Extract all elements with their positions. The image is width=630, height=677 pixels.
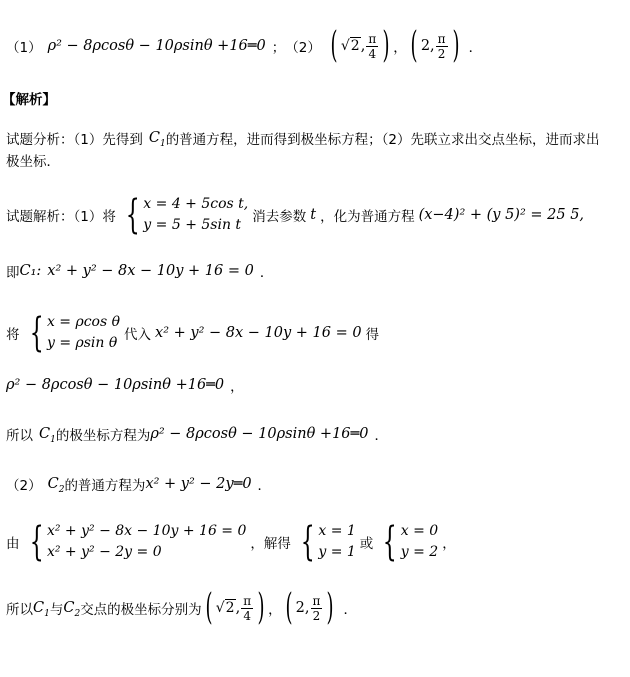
polar-lead: 所以 (6, 428, 33, 444)
c1-polar-line (6, 424, 388, 444)
solution-lead: 试题解析：（1）将 (6, 209, 116, 225)
left-brace-icon: { (125, 192, 140, 238)
left-paren-icon: ( (285, 587, 293, 628)
analysis-text-cont: 的普通方程，进而得到极坐标方程；（2）先联立求出交点坐标，进而求出 (165, 132, 600, 148)
rho-equation: ρ² − 8ρcosθ − 10ρsinθ +16═0 (6, 377, 225, 393)
c1-cartesian-eq: x² + y² − 8x − 10y + 16 = 0 (47, 263, 254, 279)
analysis-text-2: 极坐标． (6, 154, 60, 170)
solve-line (6, 521, 456, 563)
left-paren-icon: ( (205, 587, 213, 628)
left-paren-icon: ( (330, 25, 338, 66)
or-text: 或 (359, 536, 374, 552)
part-2-label: （2） (6, 478, 42, 494)
system-row-2: y = 5 + 5sin t (143, 217, 242, 233)
c1-equation-line (6, 261, 273, 281)
curve-c2-label: $C_2$ (47, 476, 65, 495)
sub-mid: 代入 (124, 327, 152, 343)
period: ． (374, 428, 388, 444)
point-2-radius: 2 (295, 600, 305, 616)
c2-equation: x² + y² − 2y═0 (145, 476, 252, 492)
curve-c2-label: $C_2$ (63, 600, 81, 619)
convert-text: ，化为普通方程 (320, 209, 415, 225)
sqrt-expression: √2 (340, 38, 360, 54)
fraction-pi-2: $\frac{\pi}{2}$ (312, 593, 321, 623)
fraction-pi-4: $\frac{\pi}{4}$ (368, 31, 377, 61)
polar-mid: 的极坐标方程为 (55, 428, 151, 444)
left-brace-icon: { (29, 519, 44, 565)
right-paren-icon: ) (452, 25, 460, 66)
c1-polar-equation: ρ² − 8ρcosθ − 10ρsinθ +16═0 (150, 426, 369, 442)
fraction-pi-4: $\frac{\pi}{4}$ (243, 593, 252, 623)
comma: ， (230, 379, 244, 395)
polar-equation: ρ² − 8ρcosθ − 10ρsinθ +16═0 (47, 38, 266, 54)
solution-line-1 (6, 194, 584, 236)
final-lead: 所以 (6, 602, 33, 618)
c1-lead: 即 (6, 265, 20, 281)
part-2-label: （2） (285, 40, 321, 56)
and-text: 与 (49, 602, 64, 618)
solution-2-x: x = 0 (400, 523, 439, 539)
eliminate-text: 消去参数 (252, 209, 307, 225)
left-brace-icon: { (383, 519, 398, 565)
fraction-pi-2: $\frac{\pi}{2}$ (437, 31, 446, 61)
right-paren-icon: ) (257, 587, 265, 628)
right-paren-icon: ) (326, 587, 334, 628)
system-row-2: x² + y² − 2y = 0 (46, 544, 162, 560)
comma: ， (268, 602, 282, 618)
analysis-text: 试题分析：（1）先得到 (6, 132, 143, 148)
solution-2-system (377, 521, 438, 563)
period: ． (257, 478, 272, 494)
period: ． (259, 265, 274, 281)
period: ． (343, 602, 357, 618)
part-1-label: （1） (6, 40, 42, 56)
c2-mid: 的普通方程为 (64, 478, 146, 494)
system-row-2: y = ρsin θ (46, 335, 118, 351)
system-row-1: x² + y² − 8x − 10y + 16 = 0 (46, 523, 247, 539)
comma: ， (442, 536, 456, 552)
substitution-line (6, 312, 379, 354)
c2-equation-line (6, 474, 271, 494)
curve-c1-label: $C_1$ (39, 426, 56, 445)
solution-1-system (295, 521, 356, 563)
solve-mid: ，解得 (250, 536, 291, 552)
point-2-radius: 2 (420, 38, 431, 54)
period: ． (468, 40, 483, 56)
right-paren-icon: ) (382, 25, 390, 66)
sub-lead: 将 (6, 327, 20, 343)
solution-2-y: y = 2 (400, 544, 439, 560)
separator: ； (271, 40, 286, 56)
param-t: t (310, 207, 317, 223)
left-brace-icon: { (29, 310, 44, 356)
left-brace-icon: { (300, 519, 315, 565)
curve-c1-label: $C_1$ (33, 600, 50, 619)
solve-lead: 由 (6, 536, 20, 552)
ordinary-equation: (x−4)² + (y 5)² = 25 5, (418, 207, 585, 223)
sub-equation: x² + y² − 8x − 10y + 16 = 0 (155, 325, 362, 341)
parametric-system (120, 194, 248, 236)
section-title-text: 【解析】 (2, 92, 56, 108)
system-row-1: x = 4 + 5cos t, (143, 196, 249, 212)
comma: ， (393, 40, 407, 56)
final-line: 所以 $C_1$ 与 $C_2$ 交点的极坐标分别为 ( √2 , $\frac{\pi}{4}$ ) ， ( 2 , $\frac{\pi}{2}$ ) ． (6, 587, 357, 628)
rho-equation-line (6, 375, 244, 395)
solution-1-y: y = 1 (318, 544, 356, 560)
analysis-line-1 (6, 128, 600, 148)
final-mid: 交点的极坐标分别为 (80, 602, 202, 618)
intersection-system (24, 521, 247, 563)
system-row-1: x = ρcos θ (46, 314, 121, 330)
sqrt-expression: √2 (215, 600, 235, 616)
answer-line: （1） ρ² − 8ρcosθ − 10ρsinθ +16═0 ； （2） ( √2 , $\frac{\pi}{4}$ ) ， ( 2 , $\frac{\pi}{2}$ ) ． (6, 25, 483, 66)
polar-substitution-system (24, 312, 121, 354)
c1-label: C₁: (19, 263, 42, 279)
analysis-line-2 (6, 150, 60, 170)
solution-1-x: x = 1 (318, 523, 356, 539)
section-title (2, 88, 56, 108)
curve-c1-label: $C_1$ (148, 130, 166, 149)
left-paren-icon: ( (410, 25, 418, 66)
sub-end: 得 (365, 327, 380, 343)
